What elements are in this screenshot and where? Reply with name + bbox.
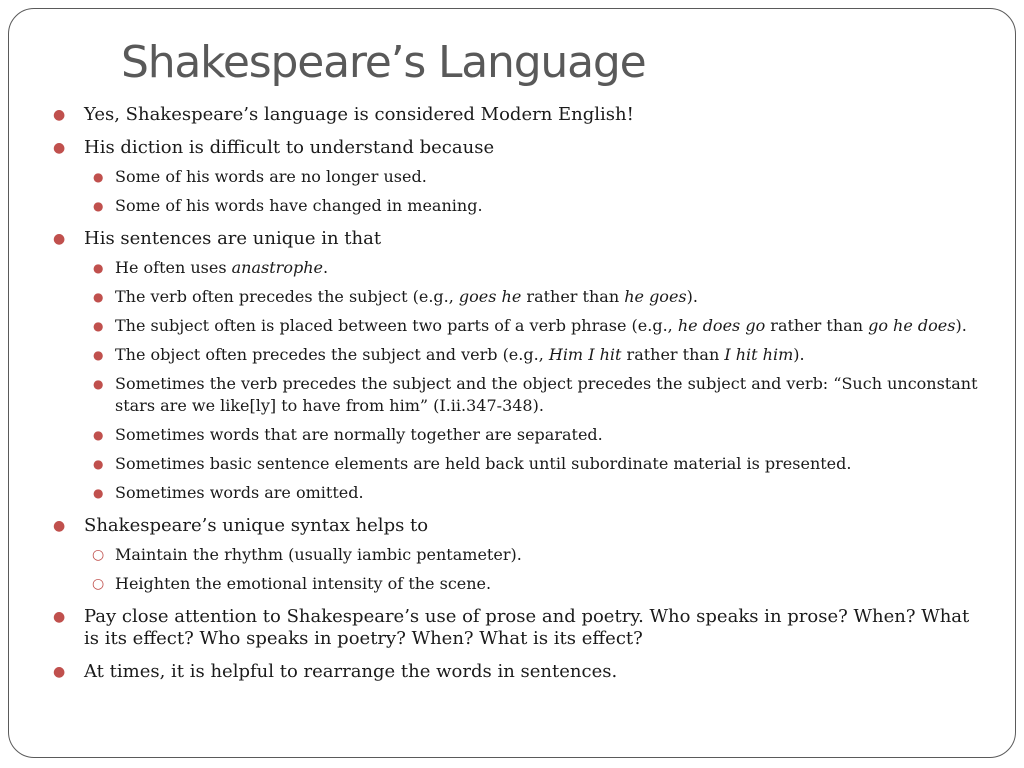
sub-bullet-text-post: ). <box>793 345 805 364</box>
sub-bullet-text: Maintain the rhythm (usually iambic pentameter). <box>115 545 522 564</box>
filled-circle-bullet-icon: ● <box>53 518 66 534</box>
sub-bullet-item <box>53 453 983 475</box>
sub-bullet-text: Some of his words have changed in meaning. <box>115 196 483 215</box>
filled-circle-bullet-icon: ● <box>93 486 104 500</box>
bullet-text: At times, it is helpful to rearrange the words in sentences. <box>84 661 618 682</box>
filled-circle-bullet-icon: ● <box>93 319 104 333</box>
bullet-text: His diction is difficult to understand because <box>84 137 495 158</box>
slide-frame <box>8 8 1016 758</box>
example-italic: Him I hit <box>548 345 622 364</box>
bullet-text: Yes, Shakespeare’s language is considered Modern English! <box>84 104 634 125</box>
bullet-item <box>53 606 983 650</box>
sub-bullet-text: Heighten the emotional intensity of the scene. <box>115 574 492 593</box>
sub-bullet-text-post: ). <box>686 287 698 306</box>
sub-bullet-text-post: . <box>322 258 329 277</box>
sub-bullet-text-pre: The verb often precedes the subject (e.g., <box>115 287 459 306</box>
bullet-text: His sentences are unique in that <box>84 228 382 249</box>
filled-circle-bullet-icon: ● <box>53 664 66 680</box>
sub-bullet-item <box>53 166 983 188</box>
hollow-circle-bullet-icon: ○ <box>92 576 105 592</box>
sub-bullet-text: Sometimes the verb precedes the subject and the object precedes the subject and verb: “Such unconstant stars are we like[ly] to have from him” (I.ii.347-348). <box>115 374 978 415</box>
bullet-item <box>53 104 983 126</box>
filled-circle-bullet-icon: ● <box>53 609 66 625</box>
sub-bullet-item <box>53 257 983 279</box>
example-italic: go he does <box>868 316 956 335</box>
bullet-item <box>53 137 983 159</box>
sub-bullet-text-mid: rather than <box>621 345 725 364</box>
filled-circle-bullet-icon: ● <box>93 170 104 184</box>
example-italic: goes he <box>458 287 522 306</box>
sub-bullet-text-pre: He often uses <box>115 258 232 277</box>
sub-bullet-item <box>53 195 983 217</box>
sub-bullet-text-post: ). <box>955 316 967 335</box>
bullet-item <box>53 515 983 537</box>
sub-bullet-item <box>53 573 983 595</box>
filled-circle-bullet-icon: ● <box>93 457 104 471</box>
example-italic: he does go <box>677 316 766 335</box>
sub-bullet-item <box>53 373 983 417</box>
sub-bullet-text-pre: The object often precedes the subject and verb (e.g., <box>115 345 549 364</box>
sub-bullet-item <box>53 286 983 308</box>
sub-bullet-text-mid: rather than <box>521 287 625 306</box>
hollow-circle-bullet-icon: ○ <box>92 547 105 563</box>
example-italic: he goes <box>624 287 687 306</box>
sub-bullet-text-mid: rather than <box>765 316 869 335</box>
filled-circle-bullet-icon: ● <box>93 348 104 362</box>
slide-title: Shakespeare’s Language <box>121 37 646 88</box>
sub-bullet-text: Sometimes words that are normally together are separated. <box>115 425 603 444</box>
slide-content <box>53 104 983 683</box>
filled-circle-bullet-icon: ● <box>93 377 104 391</box>
sub-bullet-item <box>53 315 983 337</box>
sub-bullet-item <box>53 482 983 504</box>
filled-circle-bullet-icon: ● <box>93 290 104 304</box>
sub-bullet-text: Sometimes basic sentence elements are held back until subordinate material is presented. <box>115 454 852 473</box>
sub-bullet-item <box>53 544 983 566</box>
bullet-item <box>53 661 983 683</box>
bullet-item <box>53 228 983 250</box>
filled-circle-bullet-icon: ● <box>93 261 104 275</box>
term-anastrophe: anastrophe <box>231 258 323 277</box>
filled-circle-bullet-icon: ● <box>53 231 66 247</box>
bullet-text: Pay close attention to Shakespeare’s use of prose and poetry. Who speaks in prose? When? What is its effect? Who speaks in poetry? When? What is its effect? <box>84 606 970 649</box>
filled-circle-bullet-icon: ● <box>53 107 66 123</box>
sub-bullet-item <box>53 424 983 446</box>
example-italic: I hit him <box>724 345 794 364</box>
sub-bullet-text: Some of his words are no longer used. <box>115 167 427 186</box>
filled-circle-bullet-icon: ● <box>93 199 104 213</box>
sub-bullet-text-pre: The subject often is placed between two parts of a verb phrase (e.g., <box>115 316 678 335</box>
sub-bullet-text: Sometimes words are omitted. <box>115 483 364 502</box>
filled-circle-bullet-icon: ● <box>53 140 66 156</box>
filled-circle-bullet-icon: ● <box>93 428 104 442</box>
sub-bullet-item <box>53 344 983 366</box>
bullet-text: Shakespeare’s unique syntax helps to <box>84 515 429 536</box>
